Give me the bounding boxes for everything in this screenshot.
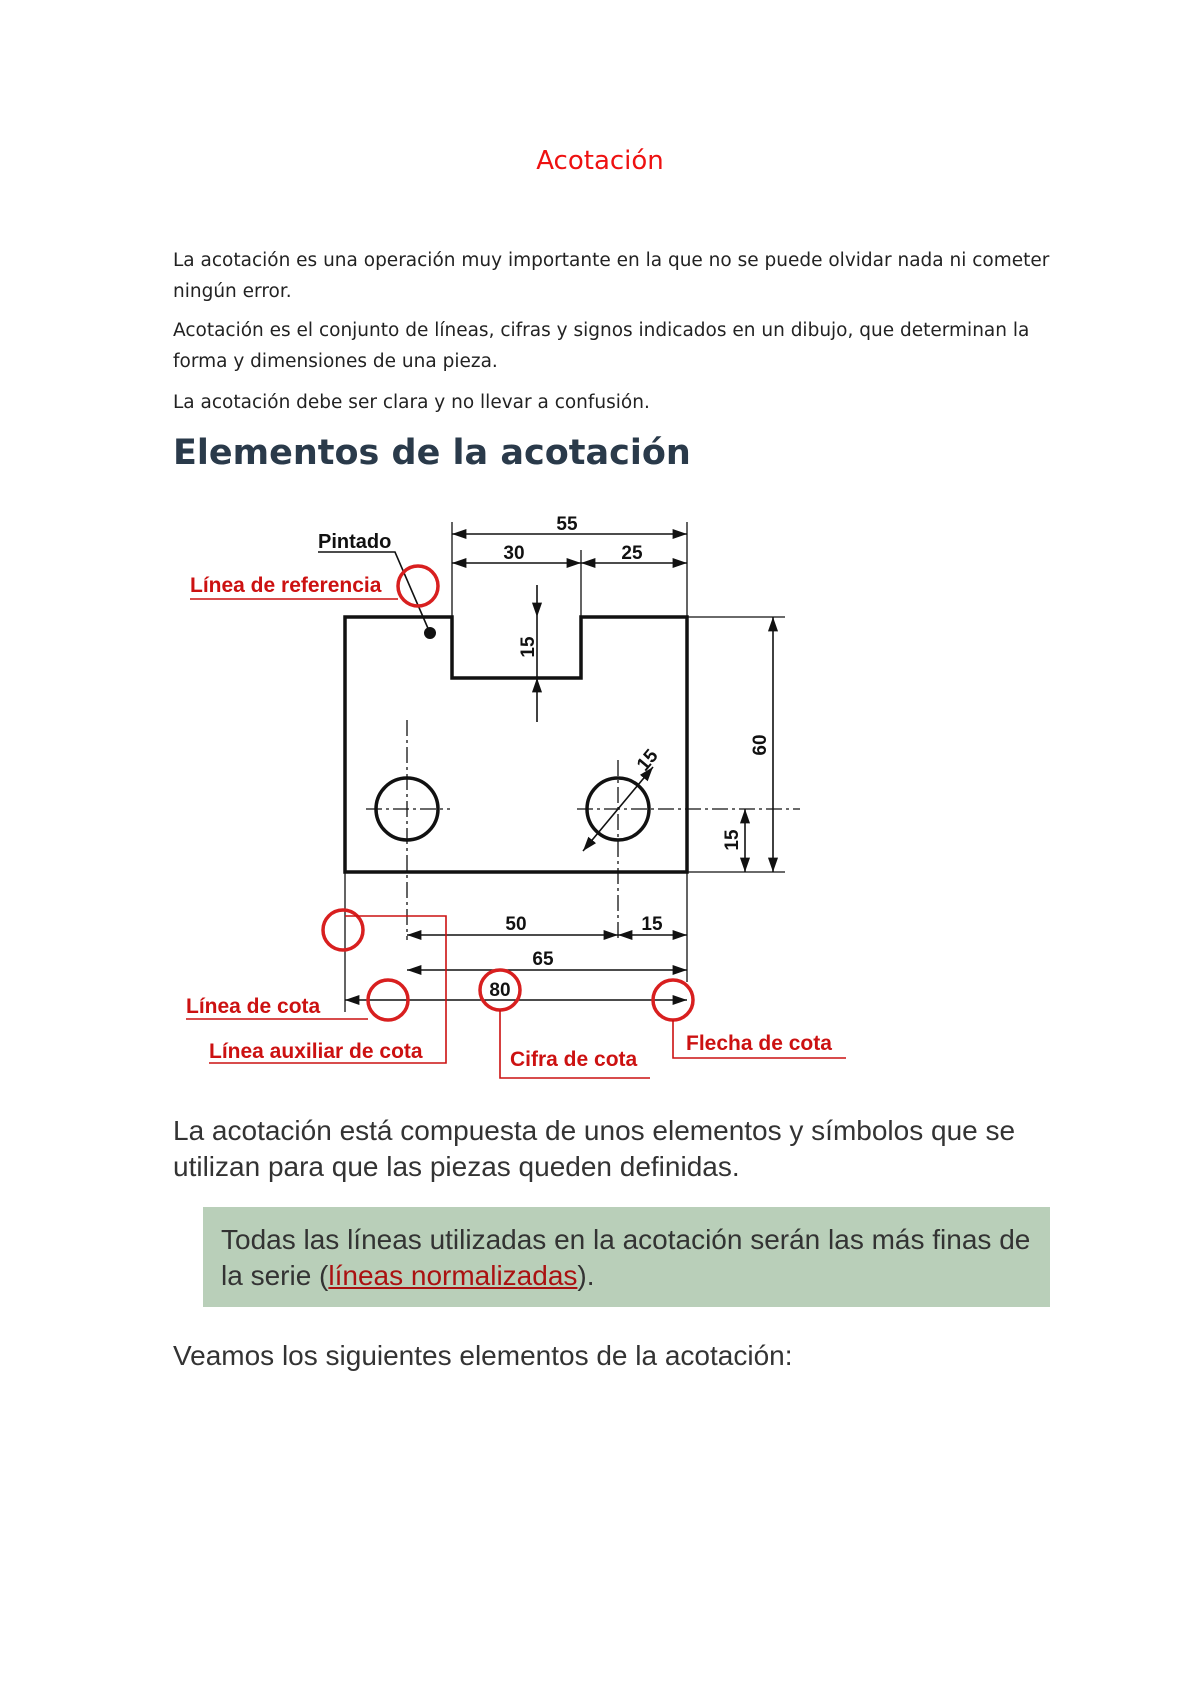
dim-text-15-diameter: 15 bbox=[632, 745, 663, 776]
label-cifra-cota: Cifra de cota bbox=[510, 1048, 638, 1071]
normalized-lines-link[interactable]: líneas normalizadas bbox=[328, 1260, 578, 1291]
closing-paragraph: Veamos los siguientes elementos de la acotación: bbox=[173, 1340, 793, 1371]
note-box bbox=[203, 1207, 1050, 1307]
callout-circle-referencia bbox=[398, 566, 438, 606]
dim-text-25: 25 bbox=[621, 543, 643, 564]
dim-text-15-slot: 15 bbox=[518, 636, 539, 658]
dim-text-30: 30 bbox=[503, 543, 525, 564]
label-flecha-cota: Flecha de cota bbox=[686, 1032, 832, 1055]
label-linea-auxiliar: Línea auxiliar de cota bbox=[209, 1040, 423, 1063]
intro-paragraph-3: La acotación debe ser clara y no llevar a confusión. bbox=[173, 392, 650, 413]
label-linea-referencia: Línea de referencia bbox=[190, 574, 382, 597]
intro-paragraph-1: La acotación es una operación muy importante en la que no se puede olvidar nada ni cometer ningún error. bbox=[173, 250, 1050, 302]
dim-text-50: 50 bbox=[505, 914, 527, 935]
body-paragraph: La acotación está compuesta de unos elementos y símbolos que se utilizan para que las piezas queden definidas. bbox=[173, 1115, 1016, 1182]
label-linea-cota: Línea de cota bbox=[186, 995, 321, 1018]
note-text-before: Todas las líneas utilizadas en la acotación serán las más finas de la serie ( bbox=[221, 1224, 1031, 1291]
dim-text-15-bottom: 15 bbox=[641, 914, 663, 935]
note-text-after: ). bbox=[577, 1260, 595, 1291]
dim-text-80: 80 bbox=[489, 980, 511, 1001]
document-title: Acotación bbox=[536, 146, 664, 176]
dim-text-15-hole: 15 bbox=[722, 829, 743, 851]
section-heading: Elementos de la acotación bbox=[173, 433, 691, 473]
dim-text-60: 60 bbox=[750, 734, 771, 756]
dim-text-55: 55 bbox=[556, 514, 578, 535]
dim-text-65: 65 bbox=[532, 949, 554, 970]
label-pintado: Pintado bbox=[318, 531, 392, 553]
intro-paragraph-2: Acotación es el conjunto de líneas, cifras y signos indicados en un dibujo, que determinan la forma y dimensiones de una pieza. bbox=[173, 320, 1030, 372]
